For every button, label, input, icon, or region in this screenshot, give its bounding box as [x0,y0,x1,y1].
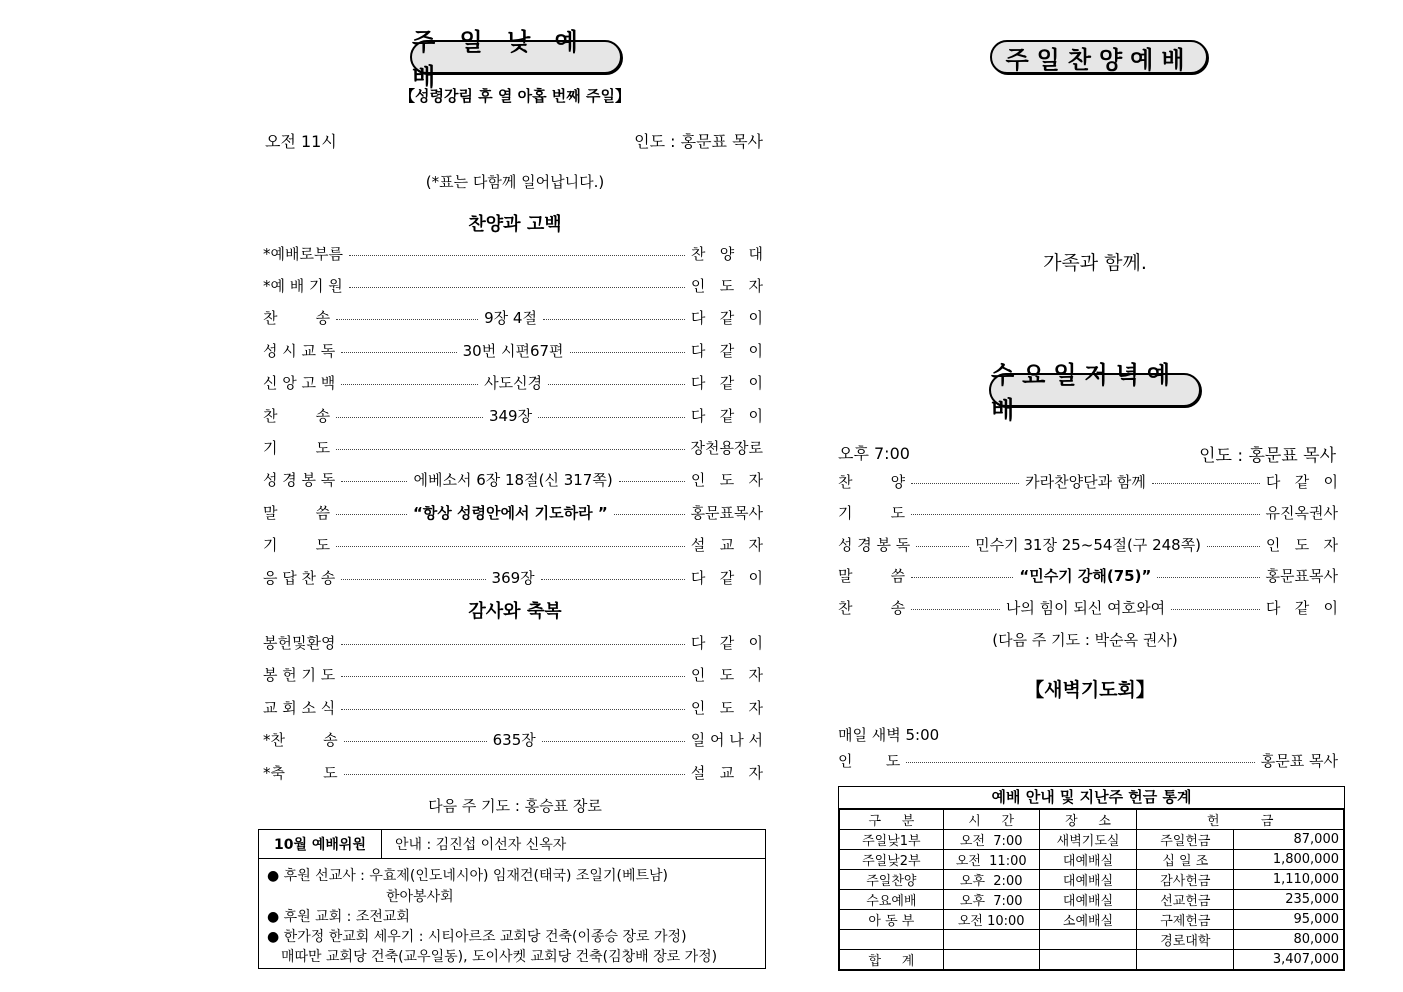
program-item-label: 기 도 [263,438,331,457]
leader-dots [341,579,485,580]
offering-cell: 오전 7:00 [943,830,1039,850]
program-item-person: 설 교 자 [690,763,763,782]
program-item-person: 다 같 이 [690,374,764,393]
program-item-label: 성 경 봉 독 [263,471,336,490]
wednesday-service-title [989,361,1201,424]
program-row [263,565,763,589]
offering-cell: 오전 11:00 [943,850,1039,870]
standing-note: (*표는 다함께 일어납니다.) [425,173,605,191]
program-row [263,241,763,265]
committee-header: 10월 예배위원 [259,830,382,859]
program-item-detail: 9장 4절 [484,309,537,328]
offering-cell: 새벽기도실 [1039,830,1137,850]
offering-cell: 87,000 [1234,830,1344,850]
program-row [838,501,1338,525]
offering-table-header [840,810,1344,830]
program-item-label: 성 시 교 독 [263,341,336,360]
program-row [838,532,1338,556]
leader-dots [911,609,1000,610]
leader-dots [1157,577,1259,578]
offering-cell [943,950,1039,970]
program-item-person: 다 같 이 [1265,472,1339,491]
program-item-detail: 369장 [491,568,535,587]
program-item-label: 말 씀 [838,567,906,585]
program-row [263,728,763,752]
leader-dots [570,352,685,353]
leader-dots [341,481,407,482]
leader-dots [349,287,685,288]
program-item-label: 봉헌및환영 [263,633,336,652]
program-item-label: *축 도 [263,763,338,782]
leader-dots [542,741,685,742]
leader-dots [341,384,478,385]
program-item-person: 홍문표목사 [1265,567,1338,585]
offering-cell: 오후 7:00 [943,890,1039,910]
program-item-person: 유진옥권사 [1265,504,1338,522]
next-prayer-right: (다음 주 기도 : 박순옥 권사) [992,631,1178,649]
leader-dots [538,417,685,418]
offering-cell: 3,407,000 [1234,950,1344,970]
table-row [840,830,1344,850]
wednesday-leader: 인도 : 홍문표 목사 [1199,446,1336,466]
program-item-detail: 사도신경 [484,374,543,393]
offering-header-cell: 장 소 [1039,810,1137,830]
program-row [263,663,763,687]
section-thanks-blessing: 감사와 축복 [468,601,562,622]
dawn-leader-label: 인 도 [838,751,901,770]
table-row [840,930,1344,950]
program-item-detail: 30번 시편67편 [462,341,564,360]
service-leader: 인도 : 홍문표 목사 [634,132,763,151]
dawn-time: 매일 새벽 5:00 [838,726,940,744]
offering-header-cell: 시 간 [943,810,1039,830]
program-row [838,564,1338,588]
offering-cell: 아 동 부 [840,910,944,930]
program-item-person: 일 어 나 서 [690,731,764,749]
offering-header-cell: 구 분 [840,810,944,830]
missionaries-line-2: 한아봉사회 [386,889,454,905]
offering-cell [840,930,944,950]
program-item-label: 찬 송 [263,406,331,425]
program-item-label: 응 답 찬 송 [263,568,336,587]
wednesday-time: 오후 7:00 [838,444,910,463]
leader-dots [336,449,684,450]
leader-dots [1171,609,1260,610]
offering-table-box [838,786,1345,971]
program-item-person: 인 도 자 [690,666,763,684]
family-text: 가족과 함께. [1043,252,1147,274]
offering-cell [943,930,1039,950]
offering-cell: 80,000 [1234,930,1344,950]
program-row [838,595,1338,619]
worship-committee-box [258,829,766,969]
program-item-person: 인 도 자 [1265,535,1339,554]
program-item-label: *예배로부름 [263,244,343,263]
offering-cell: 합 계 [840,950,944,970]
sunday-service-title [410,28,622,91]
offering-cell: 대예배실 [1039,850,1137,870]
offering-cell: 주일낮1부 [840,830,944,850]
table-row [840,890,1344,910]
program-row [263,273,763,297]
leader-dots [911,514,1259,515]
program-item-person: 인 도 자 [690,471,763,490]
leader-dots [1207,546,1260,547]
dawn-prayer-title: 【새벽기도회】 [1025,679,1155,701]
leader-dots [614,514,685,515]
offering-cell [1039,930,1137,950]
leader-dots [336,417,483,418]
program-item-detail: 민수기 31장 25~54절(구 248쪽) [975,535,1202,554]
program-item-person: 다 같 이 [690,406,763,425]
offering-cell: 1,800,000 [1234,850,1344,870]
program-item-label: 기 도 [263,536,331,555]
leader-dots [341,676,685,677]
program-item-detail: 635장 [492,731,536,749]
offering-cell: 십 일 조 [1137,850,1234,870]
program-item-label: 교 회 소 식 [263,698,336,717]
offering-cell: 대예배실 [1039,890,1137,910]
missionaries-line: ● 후원 선교사 : 우효제(인도네시아) 임재건(태국) 조일기(베트남) [267,868,668,884]
offering-cell: 감사헌금 [1137,870,1234,890]
program-item-person: 다 같 이 [690,309,763,328]
supported-church-line: ● 후원 교회 : 조전교회 [267,909,410,925]
leader-dots [911,483,1019,484]
offering-cell: 오전 10:00 [943,910,1039,930]
table-row [840,910,1344,930]
leader-dots [344,774,685,775]
program-row [263,306,763,330]
program-item-label: 봉 헌 기 도 [263,666,336,684]
offering-header-cell: 헌 금 [1137,810,1344,830]
offering-cell: 오후 2:00 [943,870,1039,890]
program-row [263,695,763,719]
program-row [263,338,763,362]
program-item-person: 다 같 이 [690,341,764,360]
program-item-person: 다 같 이 [1265,598,1338,617]
leader-dots [336,546,685,547]
offering-cell: 소예배실 [1039,910,1137,930]
leader-dots [911,577,1013,578]
ushers-line: 안내 : 김진섭 이선자 신옥자 [381,830,765,859]
leader-dots [619,481,685,482]
offering-cell [1039,950,1137,970]
next-prayer-left: 다음 주 기도 : 홍승표 장로 [428,797,602,815]
program-row [263,533,763,557]
offering-cell: 주일낮2부 [840,850,944,870]
leader-dots [1152,483,1260,484]
offering-cell: 95,000 [1234,910,1344,930]
service-time: 오전 11시 [265,132,337,151]
offering-cell: 주일찬양 [840,870,944,890]
program-item-label: 찬 송 [838,598,906,617]
one-family-church-line: ● 한가정 한교회 세우기 : 시티아르조 교회당 건축(이종승 장로 가정) [267,929,687,945]
leader-dots [543,319,685,320]
sunday-praise-title [990,40,1208,74]
program-item-person: 찬 양 대 [690,244,763,263]
wednesday-service-title-text: 수요일저녁예배 [991,361,1179,424]
leader-dots [349,255,685,256]
program-item-label: 성 경 봉 독 [838,535,911,554]
program-item-label: *예 배 기 원 [263,276,343,295]
program-row [263,403,763,427]
one-family-church-line-2: 매따만 교회당 건축(교우일동), 도이사켓 교회당 건축(김창배 장로 가정) [281,949,718,965]
offering-cell: 수요예배 [840,890,944,910]
section-praise-confession: 찬양과 고백 [468,214,562,235]
offering-cell [1137,950,1234,970]
leader-dots [341,352,456,353]
offering-cell: 주일헌금 [1137,830,1234,850]
program-item-person: 인 도 자 [690,698,763,717]
sunday-subtitle: 【성령강림 후 열 아홉 번째 주일】 [400,87,630,105]
offering-cell: 1,110,000 [1234,870,1344,890]
leader-dots [344,741,487,742]
leader-dots [341,709,685,710]
table-row [840,870,1344,890]
program-row [263,760,763,784]
program-item-label: 신 앙 고 백 [263,374,336,393]
program-row [838,469,1338,493]
sunday-praise-title-text: 주일찬양예배 [1005,45,1193,74]
program-item-person: 인 도 자 [690,276,763,295]
leader-dots [548,384,685,385]
program-row [263,435,763,459]
offering-table [839,809,1344,970]
table-row [840,950,1344,970]
program-item-label: 찬 양 [838,472,906,491]
program-item-person: 다 같 이 [690,568,764,587]
leader-dots [906,762,1254,763]
leader-dots [341,644,684,645]
program-item-detail: 에베소서 6장 18절(신 317쪽) [413,471,613,490]
program-item-person: 다 같 이 [690,633,763,652]
program-item-detail: 나의 힘이 되신 여호와여 [1005,598,1166,617]
offering-cell: 235,000 [1234,890,1344,910]
dawn-leader-row [838,748,1338,772]
program-item-label: 기 도 [838,504,906,522]
program-item-person: 장천용장로 [690,438,763,457]
leader-dots [916,546,969,547]
program-row [263,468,763,492]
program-item-detail: “항상 성령안에서 기도하라 ” [412,503,608,522]
offering-cell: 구제헌금 [1137,910,1234,930]
program-item-label: 말 씀 [263,503,331,522]
program-row [263,500,763,524]
program-item-detail: 349장 [488,406,533,425]
program-item-detail: “민수기 강해(75)” [1019,567,1152,585]
program-item-person: 홍문표목사 [690,503,764,522]
offering-cell: 경로대학 [1137,930,1234,950]
sunday-service-title-text: 주 일 낮 예 배 [412,28,586,91]
offering-cell: 선교헌금 [1137,890,1234,910]
program-row [263,630,763,654]
leader-dots [336,514,407,515]
program-item-detail: 카라찬양단과 함께 [1025,472,1146,491]
leader-dots [541,579,685,580]
program-row [263,371,763,395]
program-item-label: 찬 송 [263,309,331,328]
dawn-leader-name: 홍문표 목사 [1260,751,1338,770]
program-item-label: *찬 송 [263,731,338,749]
offering-table-title: 예배 안내 및 지난주 헌금 통계 [839,787,1344,809]
leader-dots [336,319,478,320]
program-item-person: 설 교 자 [690,536,763,555]
table-row [840,850,1344,870]
offering-cell: 대예배실 [1039,870,1137,890]
